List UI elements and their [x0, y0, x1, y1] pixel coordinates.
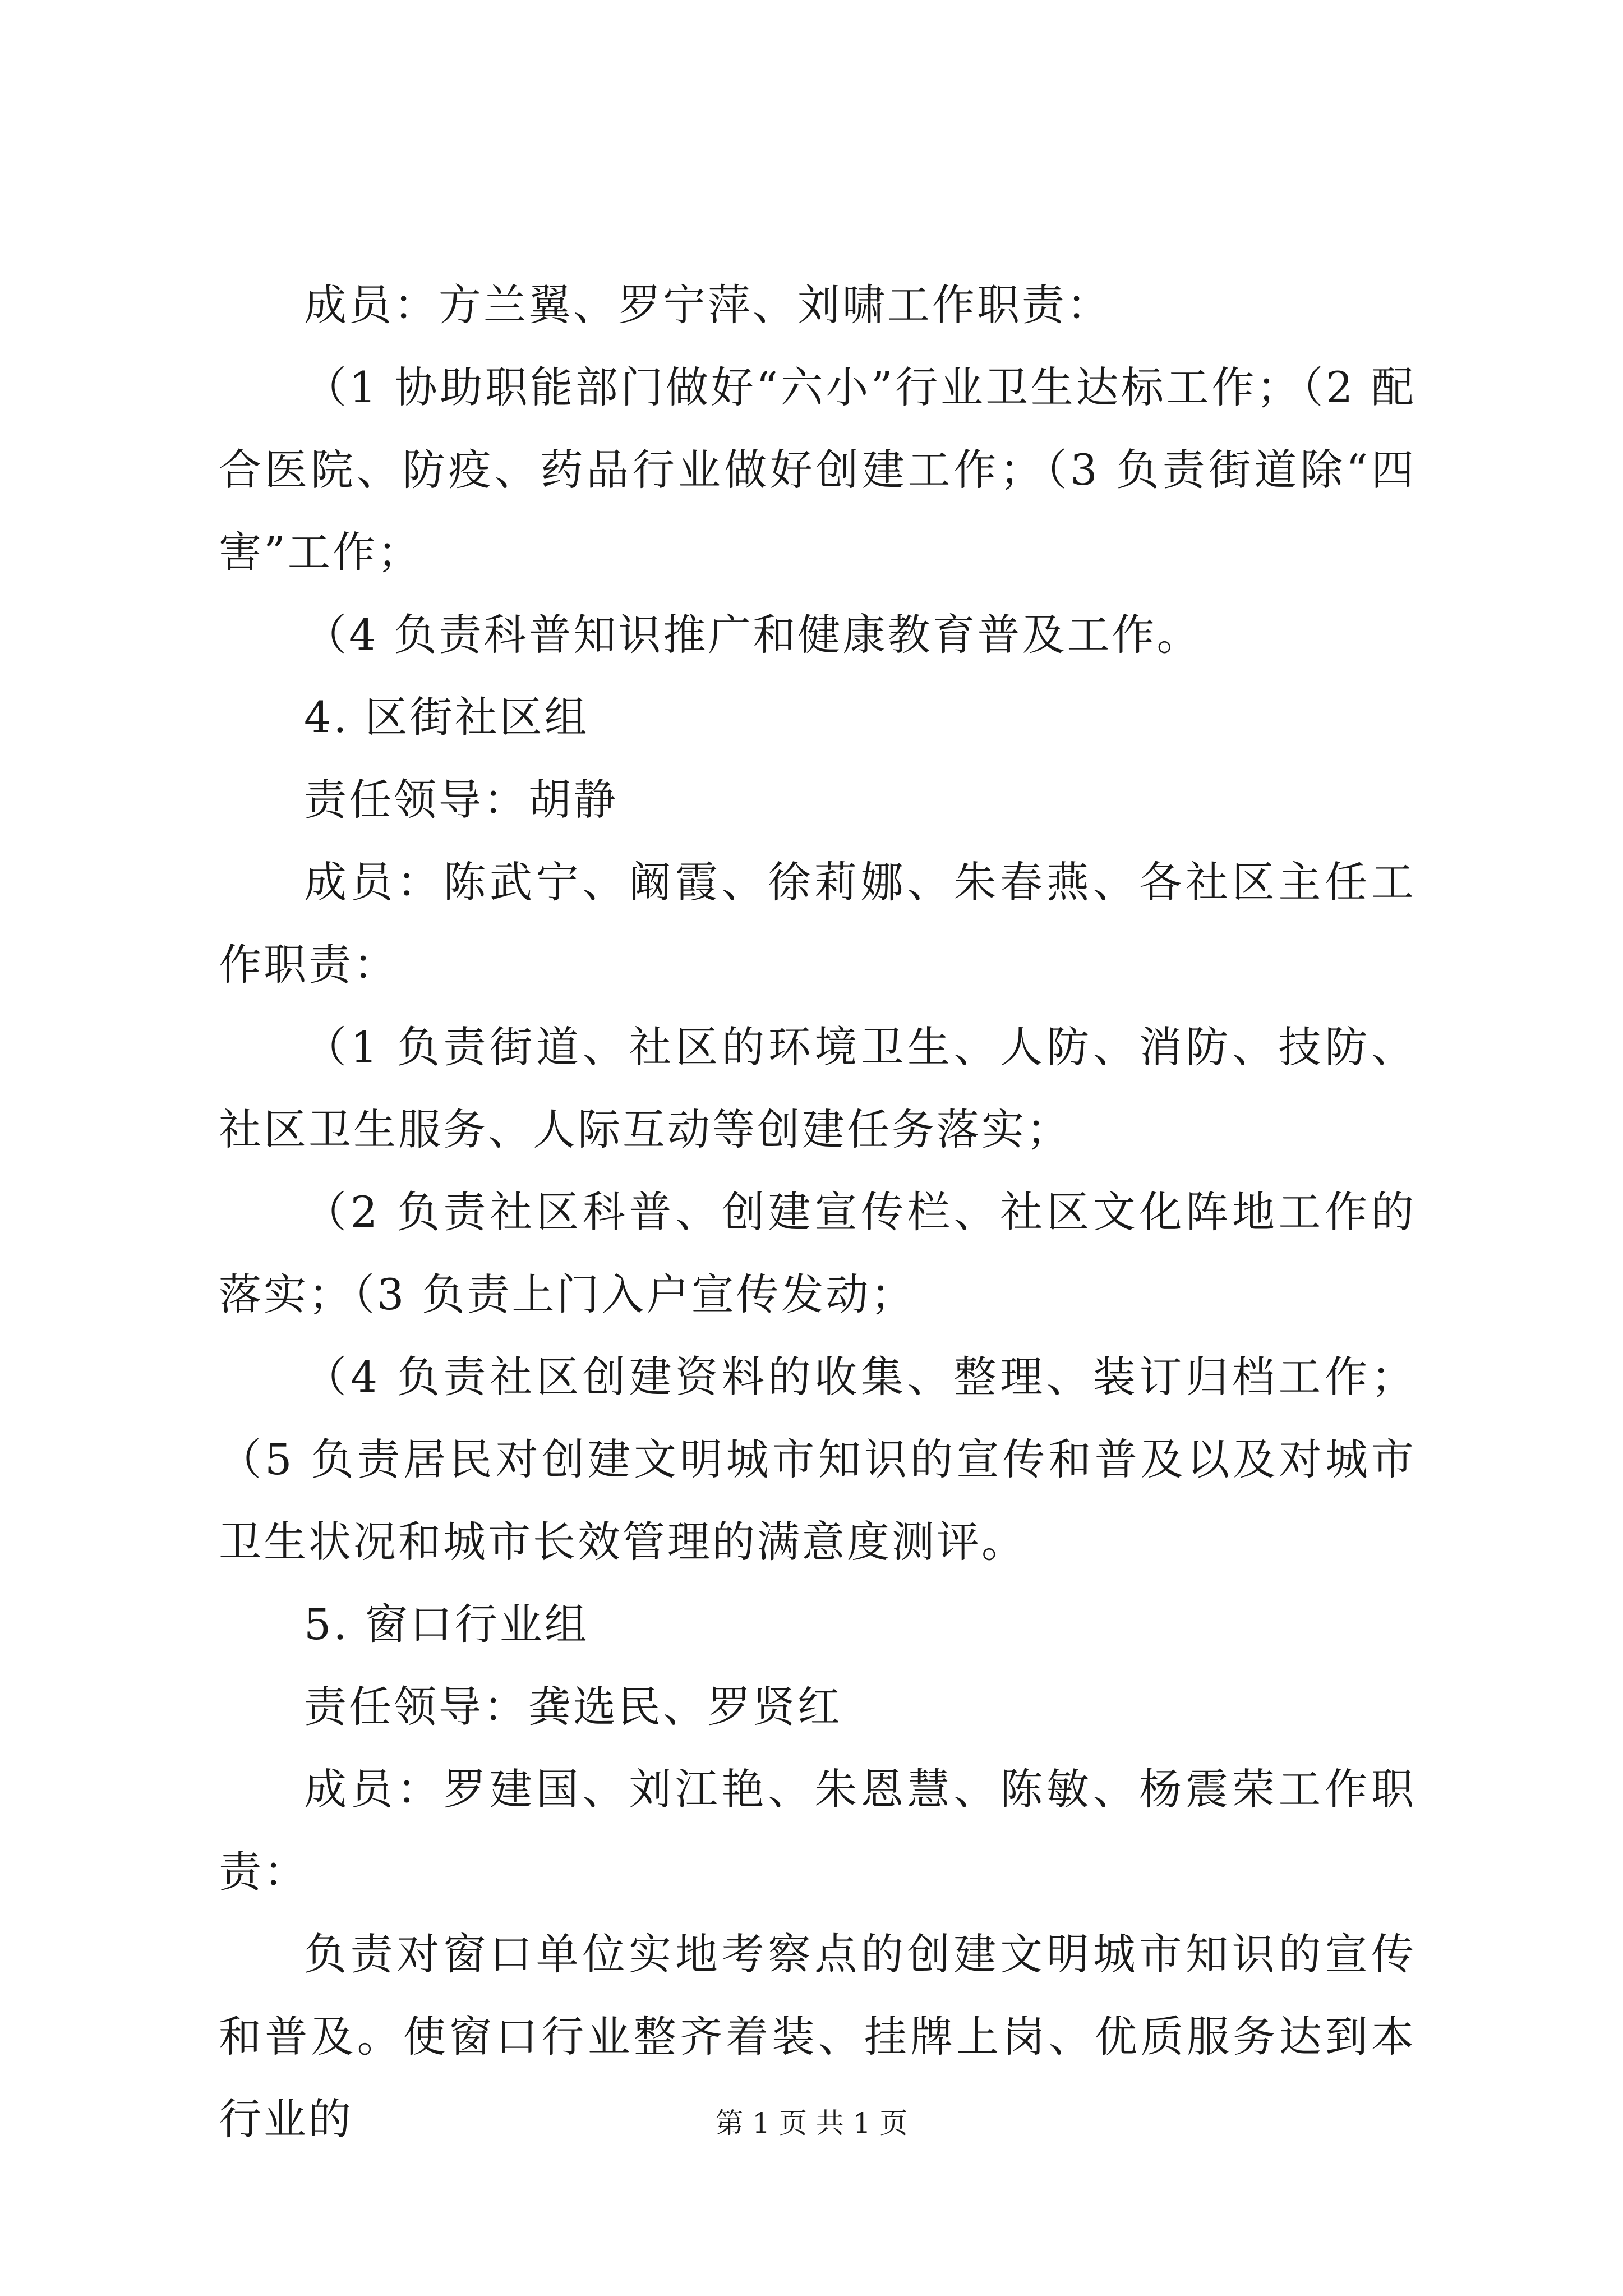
- document-body: [219, 264, 1416, 2160]
- paragraph-members-window: 成员：罗建国、刘江艳、朱恩慧、陈敏、杨震荣工作职责：: [219, 1764, 1416, 1897]
- paragraph-window-duty: 负责对窗口单位实地考察点的创建文明城市知识的宣传和普及。使窗口行业整齐着装、挂牌上岗、优质服务达到本行业的: [219, 1929, 1416, 2144]
- page-footer: 第 1 页 共 1 页: [715, 2107, 908, 2139]
- paragraph-duty-4: （4 负责科普知识推广和健康教育普及工作。: [304, 610, 1202, 660]
- paragraph-leader-window: 责任领导：龚选民、罗贤红: [304, 1682, 842, 1732]
- paragraph-community-duty-2-3: （2 负责社区科普、创建宣传栏、社区文化阵地工作的落实；（3 负责上门入户宣传发动；: [219, 1187, 1416, 1319]
- paragraph-community-duty-4-5: （4 负责社区创建资料的收集、整理、装订归档工作；（5 负责居民对创建文明城市知识的宣传和普及以及对城市卫生状况和城市长效管理的满意度测评。: [219, 1352, 1416, 1567]
- paragraph-members-community: 成员：陈武宁、阚霞、徐莉娜、朱春燕、各社区主任工作职责：: [219, 857, 1416, 990]
- paragraph-leader-community: 责任领导：胡静: [304, 775, 618, 825]
- paragraph-members-1: 成员：方兰翼、罗宁萍、刘啸工作职责：: [304, 280, 1112, 330]
- paragraph-duty-1-3: （1 协助职能部门做好“六小”行业卫生达标工作；（2 配合医院、防疫、药品行业做好创建工作；（3 负责街道除“四害”工作；: [219, 362, 1416, 577]
- paragraph-community-duty-1: （1 负责街道、社区的环境卫生、人防、消防、技防、社区卫生服务、人际互动等创建任务落实；: [219, 1022, 1416, 1154]
- section-heading-community: 4. 区街社区组: [304, 692, 589, 742]
- section-heading-window: 5. 窗口行业组: [304, 1599, 589, 1649]
